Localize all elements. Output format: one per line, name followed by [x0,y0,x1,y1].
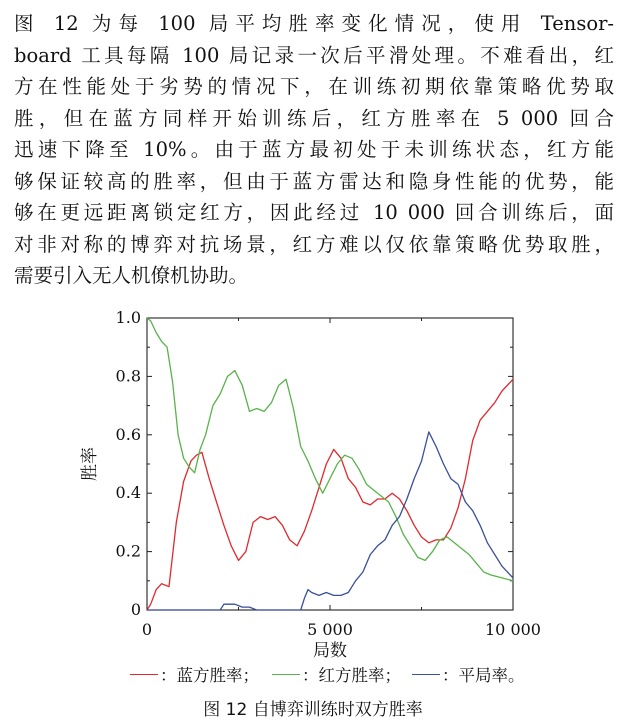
y-tick-label: 1.0 [115,308,141,327]
y-tick-label: 0 [130,600,141,619]
legend-swatch [272,674,300,675]
paragraph-line: 对非对称的博弈对抗场景，红方难以仅依靠策略优势取胜， [14,232,614,256]
y-tick-label: 0.6 [115,424,141,444]
legend-item-blue [130,662,259,686]
y-axis-label: 胜率 [80,447,100,481]
y-tick-label: 0.4 [115,483,141,503]
x-tick-label: 0 [141,620,153,639]
body-paragraph [14,8,614,292]
legend-swatch [412,674,440,675]
legend-item-draw [412,662,525,686]
legend-item-red [272,662,401,686]
x-tick-label: 10 000 [485,620,541,639]
legend-swatch [130,674,158,675]
chart-legend [0,662,626,688]
paragraph-line: 够在更远距离锁定红方，因此经过 10 000 回合训练后，面 [14,201,614,224]
paragraph-line: 需要引入无人机僚机协助。 [14,264,249,287]
x-tick-label: 5 000 [307,620,353,639]
legend-label: ：蓝方胜率； [160,666,259,685]
paragraph-line: 够保证较高的胜率，但由于蓝方雷达和隐身性能的优势，能 [14,169,614,193]
y-tick-label: 0.2 [115,541,141,561]
paragraph-line: board 工具每隔 100 局记录一次后平滑处理。不难看出，红 [14,43,614,67]
figure-caption: 图 12 自博弈训练时双方胜率 [203,700,423,720]
win-rate-chart [0,300,626,660]
legend-label: ：红方胜率； [302,666,401,685]
plot-frame [147,318,513,610]
paragraph-line: 迅速下降至 10%。由于蓝方最初处于未训练状态，红方能 [14,138,614,161]
x-axis-label: 局数 [313,641,347,660]
legend-label: ：平局率。 [442,666,525,685]
paragraph-line: 胜，但在蓝方同样开始训练后，红方胜率在 5 000 回合 [14,106,614,130]
series-line [147,318,513,581]
paragraph-line: 方在性能处于劣势的情况下，在训练初期依靠策略优势取 [14,75,614,98]
y-tick-label: 0.8 [115,366,141,386]
series-line [147,379,513,610]
series-line [147,432,513,610]
paragraph-line: 图 12 为每 100 局平均胜率变化情况，使用 Tensor- [14,12,614,35]
